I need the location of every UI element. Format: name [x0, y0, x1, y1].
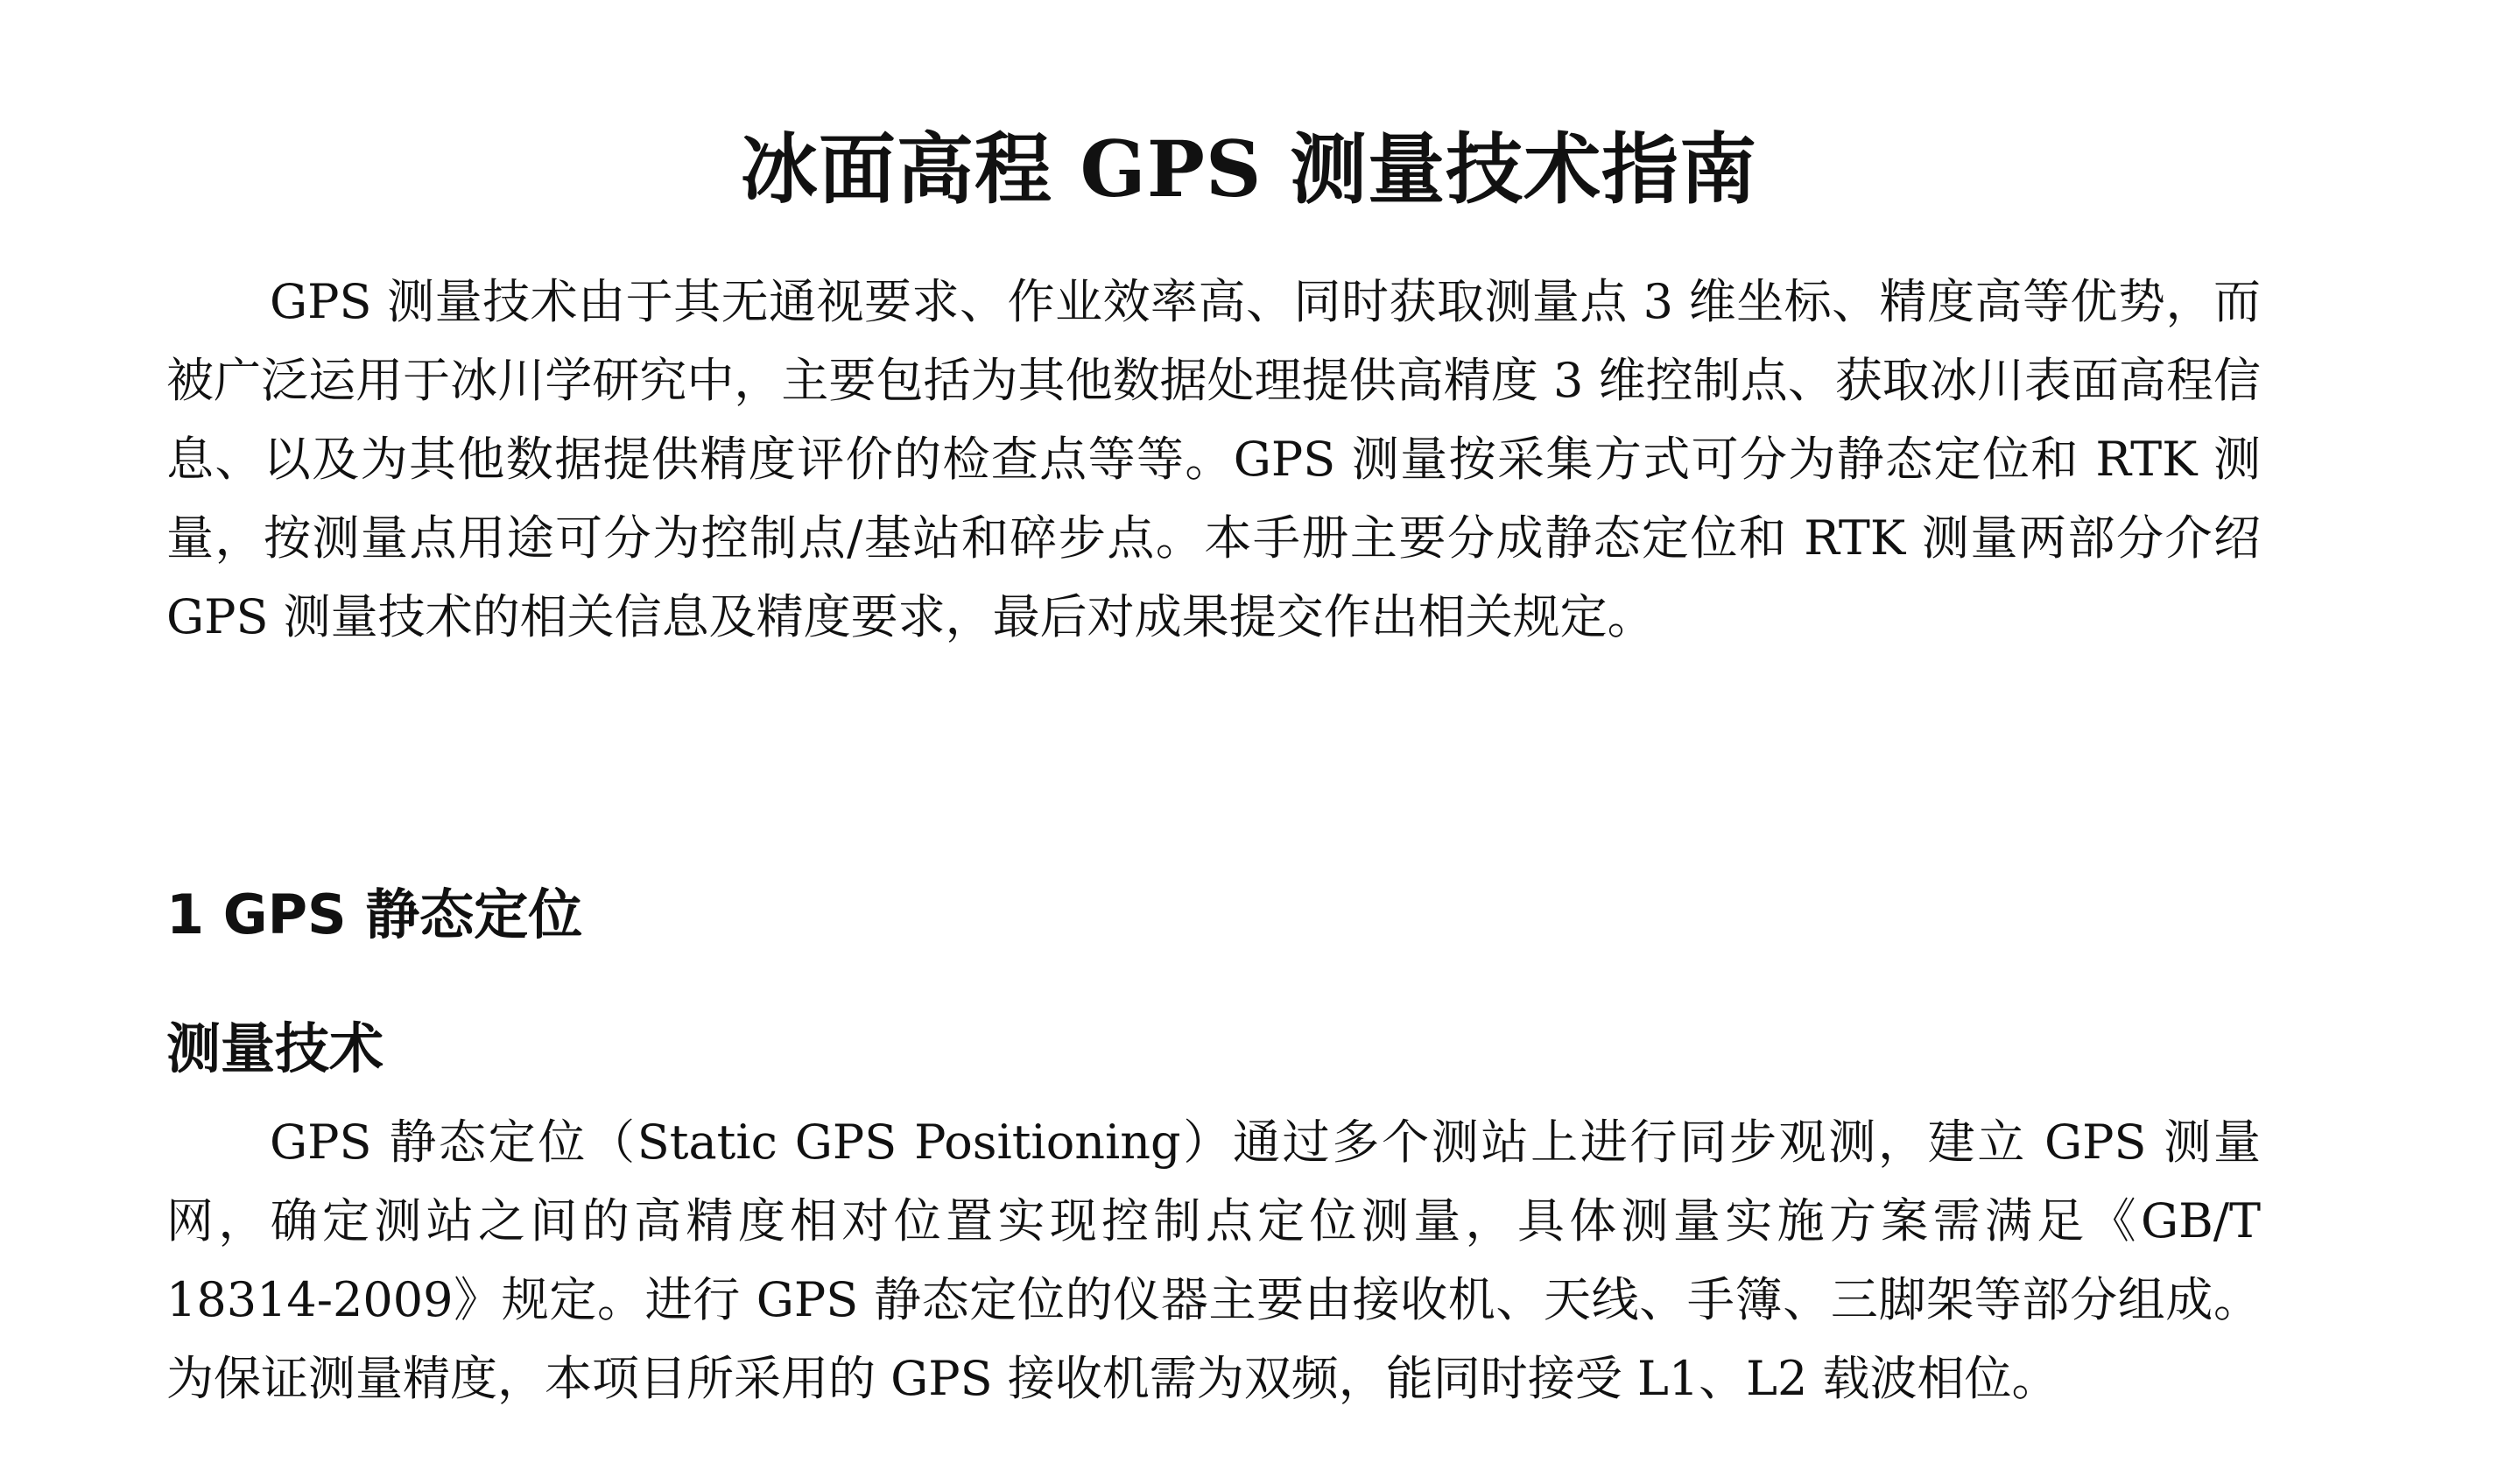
technique-paragraph: GPS 静态定位（Static GPS Positioning）通过多个测站上进行同步观测，建立 GPS 测量网，确定测站之间的高精度相对位置实现控制点定位测量，具体测量实施方案需满足《GB/T 18314-2009》规定。进行 GPS 静态定位的仪器主要由接收机、天线、手簿、三脚架等部分组成。为保证测量精度，本项目所采用的 GPS 接收机需为双频，能同时接受 L1、L2 载波相位。 [166, 1115, 2261, 1406]
document-title: 冰面高程 GPS 测量技术指南 [740, 123, 1758, 215]
subsection-heading: 测量技术 [166, 1016, 384, 1080]
section-heading: 1 GPS 静态定位 [166, 883, 583, 946]
intro-paragraph: GPS 测量技术由于其无通视要求、作业效率高、同时获取测量点 3 维坐标、精度高等优势，而被广泛运用于冰川学研究中，主要包括为其他数据处理提供高精度 3 维控制点、获取冰川表面高程信息、以及为其他数据提供精度评价的检查点等等。GPS 测量按采集方式可分为静态定位和 RTK 测量，按测量点用途可分为控制点/基站和碎步点。本手册主要分成静态定位和 RTK 测量两部分介绍 GPS 测量技术的相关信息及精度要求，最后对成果提交作出相关规定。 [166, 274, 2261, 644]
